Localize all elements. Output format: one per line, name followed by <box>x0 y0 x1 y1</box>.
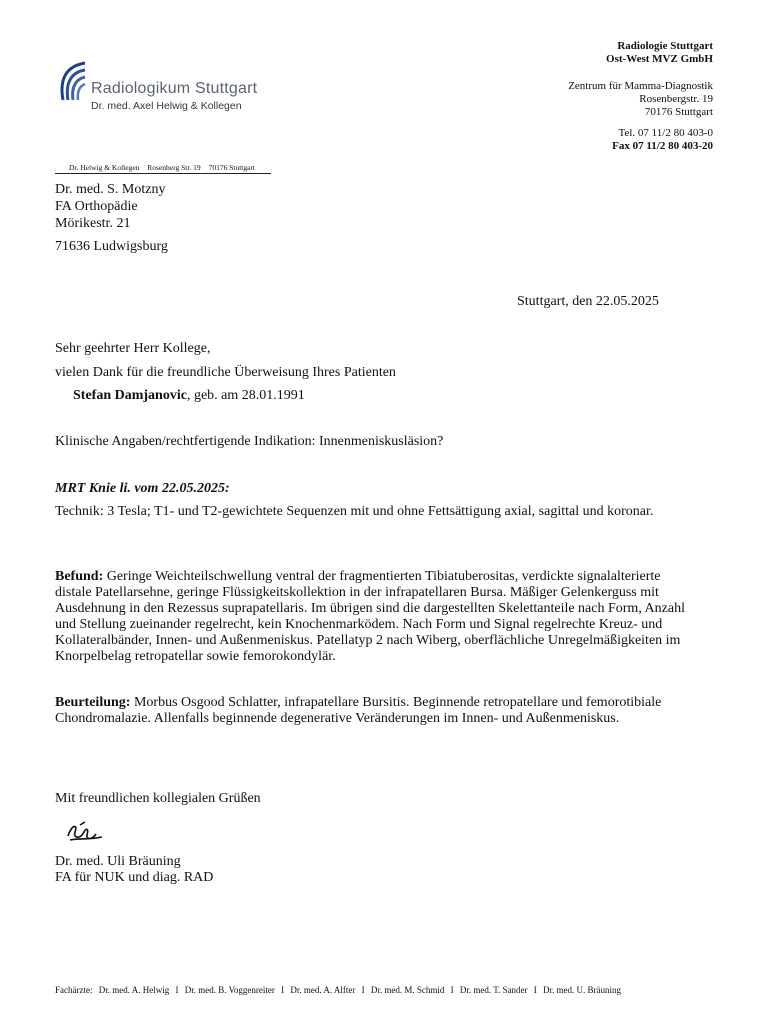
footer-doctor: Dr. med. A. Helwig <box>98 985 170 995</box>
intro-text: vielen Dank für die freundliche Überweisung Ihres Patienten <box>55 365 396 380</box>
sender-fax: Fax 07 11/2 80 403-20 <box>612 140 713 152</box>
return-street: Rosenberg Str. 19 <box>147 163 201 172</box>
footer-label: Fachärzte: <box>55 985 93 995</box>
return-city: 70176 Stuttgart <box>208 163 256 172</box>
technique: Technik: 3 Tesla; T1- und T2-gewichtete Sequenzen mit und ohne Fettsättigung axial, sagittal und koronar. <box>55 504 654 519</box>
logo-waves-icon <box>55 60 89 108</box>
assessment-label: Beurteilung: <box>55 695 131 710</box>
sender-name: Radiologie Stuttgart <box>617 40 713 52</box>
indication: Klinische Angaben/rechtfertigende Indikation: Innenmeniskusläsion? <box>55 434 444 449</box>
patient-name: Stefan Damjanovic <box>73 388 187 403</box>
return-address <box>55 163 271 174</box>
logo-subtitle: Dr. med. Axel Helwig & Kollegen <box>91 100 242 112</box>
closing: Mit freundlichen kollegialen Grüßen <box>55 791 261 806</box>
sender-company: Ost-West MVZ GmbH <box>606 53 713 65</box>
exam-title: MRT Knie li. vom 22.05.2025: <box>55 481 230 496</box>
salutation: Sehr geehrter Herr Kollege, <box>55 341 211 356</box>
sender-block <box>413 40 713 153</box>
sender-center: Zentrum für Mamma-Diagnostik <box>568 80 713 92</box>
footer-doctor: Dr. med. T. Sander <box>459 985 528 995</box>
recipient-specialty: FA Orthopädie <box>55 199 138 214</box>
recipient-city: 71636 Ludwigsburg <box>55 239 168 254</box>
patient-birth: , geb. am 28.01.1991 <box>186 388 305 403</box>
signer-name: Dr. med. Uli Bräuning <box>55 854 181 869</box>
footer-separator: I <box>281 985 285 995</box>
sender-tel: Tel. 07 11/2 80 403-0 <box>618 127 713 139</box>
finding-label: Befund: <box>55 569 104 584</box>
patient-line <box>55 388 713 404</box>
return-name: Dr. Helwig & Kollegen <box>69 163 140 172</box>
sender-street: Rosenbergstr. 19 <box>639 93 713 105</box>
finding-paragraph <box>55 569 695 665</box>
logo-title: Radiologikum Stuttgart <box>91 80 258 97</box>
recipient-name: Dr. med. S. Motzny <box>55 182 166 197</box>
footer-doctor: Dr. med. U. Bräuning <box>543 985 622 995</box>
footer-doctor: Dr. med. A. Alfter <box>290 985 356 995</box>
footer-separator: I <box>450 985 454 995</box>
letter-date: Stuttgart, den 22.05.2025 <box>517 294 659 309</box>
finding-text: Geringe Weichteilschwellung ventral der fragmentierten Tibiatuberositas, verdickte signalalterierte distale Patellarsehne, geringe Flüssigkeitskollektion in der infrapatellaren Bursa. Mäßiger Gelenkerguss mit Ausdehnung in den Rezessus suprapatellaris. Im übrigen sind die dargestellten Skelettanteile nach Form, Anzahl und Stellung zueinander regelrecht, kein Knochenmarködem. Nach Form und Signal regelrechte Kreuz- und Kollateralbänder, Innen- und Außenmeniskus. Patellatyp 2 nach Wiberg, oberflächliche Unregelmäßigkeiten im Knorpelbelag retropatellar sowie femorokondylär. <box>55 569 685 664</box>
sender-city: 70176 Stuttgart <box>644 106 713 118</box>
practice-logo <box>55 60 265 116</box>
recipient-address <box>55 181 168 255</box>
signer-title: FA für NUK und diag. RAD <box>55 870 214 885</box>
footer-separator: I <box>175 985 179 995</box>
footer-doctor: Dr. med. M. Schmid <box>370 985 445 995</box>
footer-doctors <box>55 985 625 995</box>
footer-separator: I <box>361 985 365 995</box>
footer-separator: I <box>533 985 537 995</box>
footer-doctor: Dr. med. B. Voggenreiter <box>184 985 275 995</box>
assessment-paragraph <box>55 695 695 727</box>
handwritten-signature <box>64 820 106 851</box>
recipient-street: Mörikestr. 21 <box>55 216 131 231</box>
assessment-text: Morbus Osgood Schlatter, infrapatellare Bursitis. Beginnende retropatellare und femorotibiale Chondromalazie. Allenfalls beginnende degenerative Veränderungen im Innen- und Außenmeniskus. <box>55 695 662 726</box>
